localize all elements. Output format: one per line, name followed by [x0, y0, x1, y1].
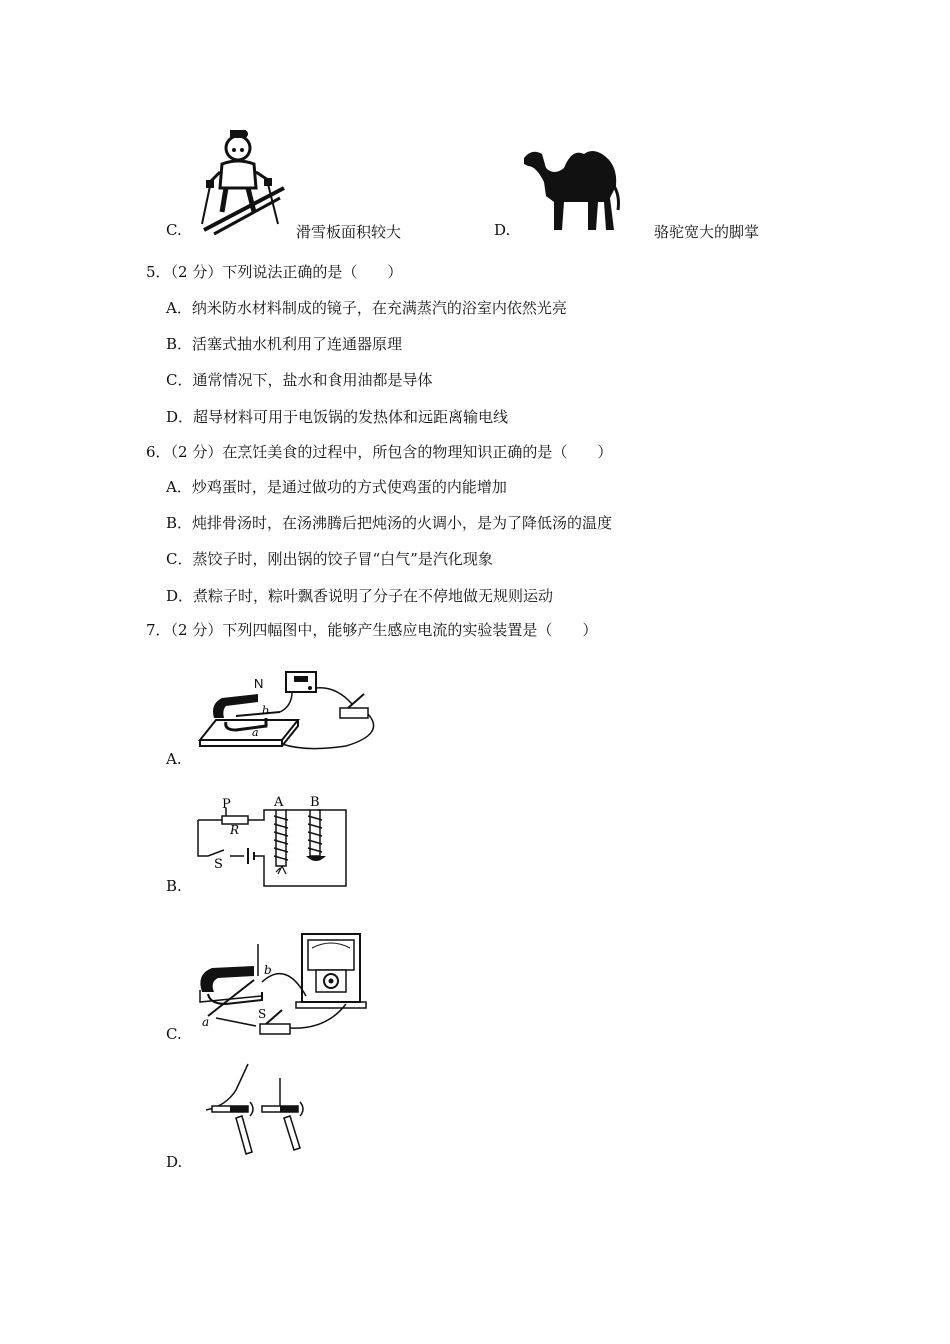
figure-c-galvanometer-circuit	[196, 930, 366, 1040]
q7-stem: 7．（2 分）下列四幅图中，能够产生感应电流的实验装置是（ ）	[146, 621, 598, 639]
figure-d-rotating-magnets	[196, 1062, 312, 1158]
q5-stem: 5．（2 分）下列说法正确的是（ ）	[146, 263, 403, 281]
q6-option-d: D．煮粽子时，粽叶飘香说明了分子在不停地做无规则运动	[166, 587, 554, 605]
q5-option-d: D．超导材料可用于电饭锅的发热体和远距离输电线	[166, 408, 509, 426]
q5-option-c: C．通常情况下，盐水和食用油都是导体	[166, 371, 433, 389]
q5-option-b: B．活塞式抽水机利用了连通器原理	[166, 335, 403, 353]
figure-b-electromagnet-circuit	[196, 794, 352, 890]
q6-option-b: B．炖排骨汤时，在汤沸腾后把炖汤的火调小，是为了降低汤的温度	[166, 514, 613, 532]
fig-a-a-label: a	[252, 726, 259, 739]
fig-c-s-label: S	[258, 1007, 267, 1021]
q6-stem: 6．（2 分）在烹饪美食的过程中，所包含的物理知识正确的是（ ）	[146, 443, 613, 461]
q4-c-text: 滑雪板面积较大	[296, 223, 402, 241]
skier-figure	[196, 128, 288, 238]
fig-c-b-label: b	[264, 963, 272, 977]
q4-d-text: 骆驼宽大的脚掌	[654, 223, 760, 241]
fig-b-r-label: R	[230, 823, 240, 837]
q7-option-a-label: A.	[166, 750, 182, 768]
fig-c-a-label: a	[202, 1015, 210, 1029]
fig-b-p-label: P	[222, 797, 231, 812]
q7-option-c-label: C.	[166, 1025, 182, 1043]
figure-a-magnet-circuit	[196, 660, 388, 750]
q6-option-a: A．炒鸡蛋时，是通过做功的方式使鸡蛋的内能增加	[166, 478, 507, 496]
q4-d-label: D.	[494, 221, 511, 239]
q5-option-a: A．纳米防水材料制成的镜子，在充满蒸汽的浴室内依然光亮	[166, 299, 567, 317]
q7-option-b-label: B.	[166, 877, 182, 895]
camel-figure	[522, 146, 622, 232]
q6-option-c: C．蒸饺子时，刚出锅的饺子冒“白气”是汽化现象	[166, 550, 493, 568]
fig-b-s-label: S	[214, 857, 223, 872]
q4-c-label: C.	[166, 221, 182, 239]
q7-option-d-label: D.	[166, 1153, 183, 1171]
fig-a-b-label: b	[262, 704, 270, 717]
fig-b-b-label: B	[310, 795, 320, 810]
fig-b-a-label: A	[274, 795, 284, 810]
fig-a-n-label: N	[254, 676, 264, 691]
